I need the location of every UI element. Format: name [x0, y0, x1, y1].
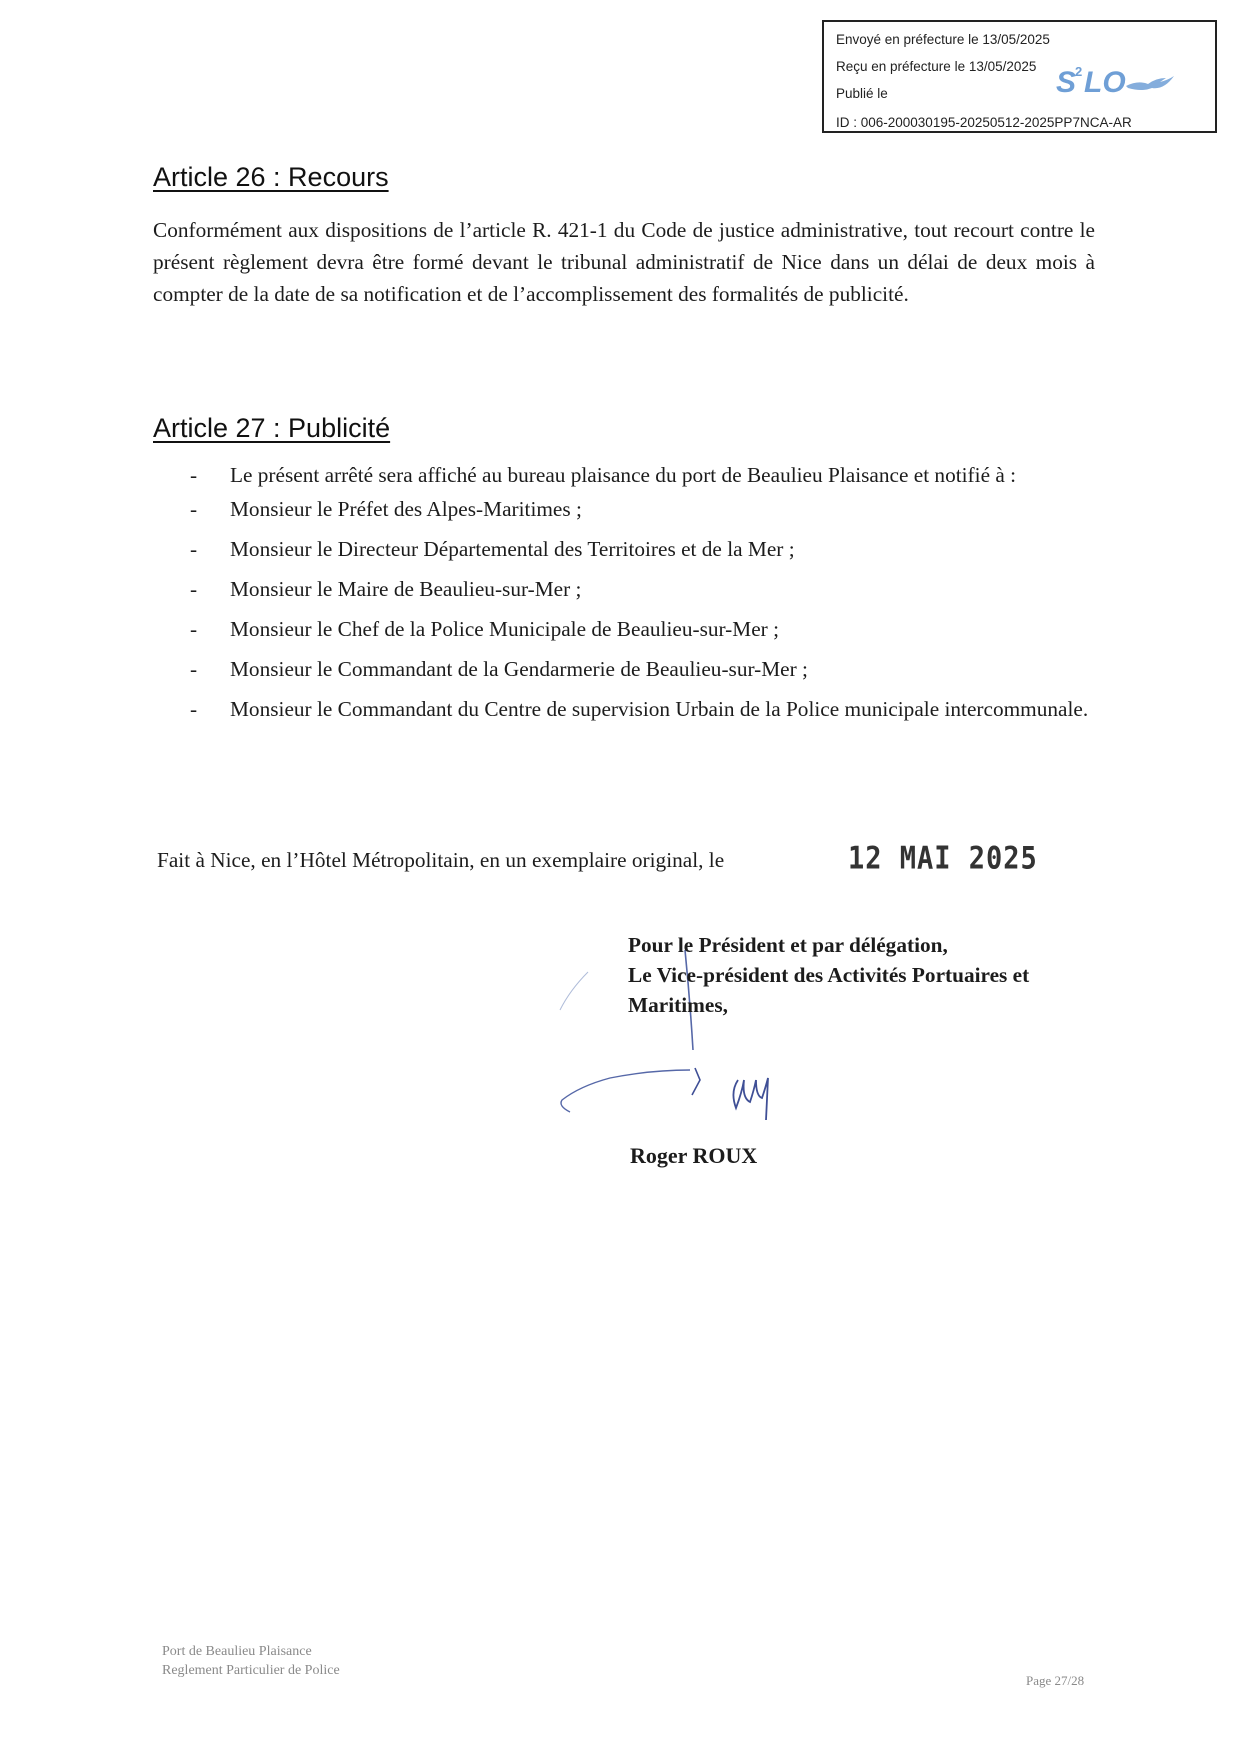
svg-text:2: 2	[1075, 64, 1083, 79]
stamp-id: ID : 006-200030195-20250512-2025PP7NCA-AR	[836, 115, 1132, 130]
date-stamp: 12 MAI 2025	[848, 840, 1038, 877]
article-26-body: Conformément aux dispositions de l’article R. 421-1 du Code de justice administrative, tout recourt contre le présent règlement devra être formé devant le tribunal administratif de Nice dans un délai de deux mois à compter de la date de sa notification et de l’accomplissement des formalités de publicité.	[153, 218, 1095, 306]
stamp-published: Publié le	[836, 86, 888, 101]
list-item: - Monsieur le Commandant du Centre de supervision Urbain de la Police municipale intercommunale.	[190, 693, 1096, 725]
list-item: - Monsieur le Préfet des Alpes-Maritimes ;	[190, 493, 1096, 525]
article-26-heading: Article 26 : Recours	[153, 162, 389, 192]
bullet-dash: -	[190, 537, 198, 561]
delegation-line-3: Maritimes,	[628, 993, 728, 1017]
bullet-dash: -	[190, 657, 198, 681]
bullet-dash: -	[190, 463, 198, 487]
footer-port-name: Port de Beaulieu Plaisance	[162, 1644, 312, 1659]
stamp-received-date: Reçu en préfecture le 13/05/2025	[836, 59, 1037, 74]
bullet-dash: -	[190, 497, 198, 521]
s2lo-logo-icon	[1056, 62, 1186, 102]
notification-list	[190, 459, 1096, 725]
delegation-line-2: Le Vice-président des Activités Portuaires et	[628, 963, 1030, 987]
svg-text:S: S	[1056, 66, 1077, 99]
list-item: - Monsieur le Maire de Beaulieu-sur-Mer ;	[190, 573, 1096, 605]
list-item: - Monsieur le Chef de la Police Municipale de Beaulieu-sur-Mer ;	[190, 613, 1096, 645]
list-item: - Le présent arrêté sera affiché au bureau plaisance du port de Beaulieu Plaisance et notifié à :	[190, 459, 1096, 491]
bullet-dash: -	[190, 697, 198, 721]
stamp-sent-date: Envoyé en préfecture le 13/05/2025	[836, 32, 1050, 47]
done-at-statement: Fait à Nice, en l’Hôtel Métropolitain, en un exemplaire original, le	[157, 848, 725, 872]
page-number: Page 27/28	[1026, 1673, 1085, 1688]
delegation-block	[628, 930, 1029, 1020]
svg-text:LO: LO	[1084, 66, 1126, 99]
bullet-dash: -	[190, 577, 198, 601]
prefecture-stamp	[822, 20, 1217, 133]
list-item: - Monsieur le Commandant de la Gendarmerie de Beaulieu-sur-Mer ;	[190, 653, 1096, 685]
delegation-line-1: Pour le Président et par délégation,	[628, 933, 948, 957]
footer-document-name: Reglement Particulier de Police	[162, 1663, 340, 1678]
page-footer	[162, 1642, 340, 1680]
signer-name: Roger ROUX	[630, 1143, 758, 1168]
list-item: - Monsieur le Directeur Départemental des Territoires et de la Mer ;	[190, 533, 1096, 565]
article-27-heading: Article 27 : Publicité	[153, 413, 391, 443]
bullet-dash: -	[190, 617, 198, 641]
